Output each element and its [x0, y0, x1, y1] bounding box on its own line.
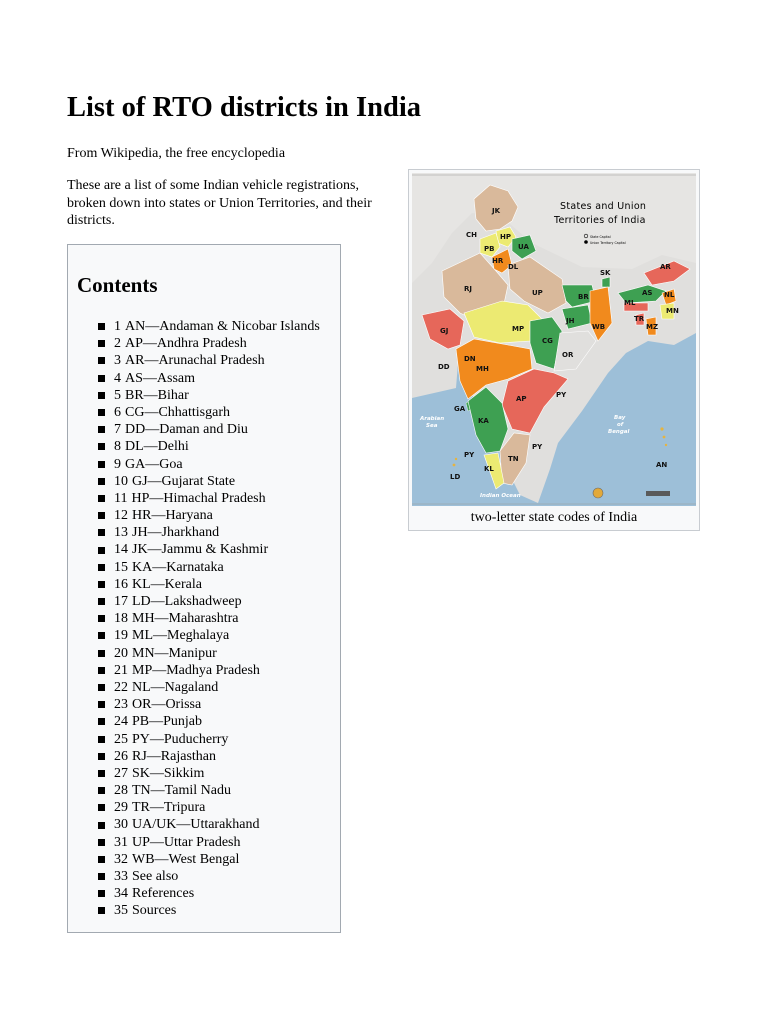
state-code-br: BR: [578, 293, 589, 301]
toc-number: 24: [114, 714, 128, 730]
state-code-mh: MH: [476, 365, 489, 373]
region-an[interactable]: [665, 444, 667, 446]
toc-number: 15: [114, 559, 128, 575]
toc-list: [98, 318, 320, 920]
bullet-icon: [98, 873, 105, 880]
india-states-map[interactable]: [412, 173, 696, 506]
toc-link[interactable]: WB—West Bengal: [132, 851, 240, 867]
region-ld[interactable]: [455, 458, 457, 460]
state-code-dd: DD: [438, 363, 450, 371]
bullet-icon: [98, 340, 105, 347]
toc-number: 8: [114, 439, 121, 455]
state-code-tr: TR: [634, 315, 645, 323]
bullet-icon: [98, 718, 105, 725]
sea-label-arabian-2: Sea: [426, 423, 438, 429]
bullet-icon: [98, 512, 105, 519]
state-code-ml: ML: [624, 299, 636, 307]
bullet-icon: [98, 409, 105, 416]
toc-number: 33: [114, 869, 128, 884]
bullet-icon: [98, 529, 105, 536]
state-code-jk: JK: [492, 207, 501, 215]
bullet-icon: [98, 461, 105, 468]
bullet-icon: [98, 770, 105, 777]
region-sk[interactable]: [602, 277, 610, 287]
toc-item[interactable]: [98, 387, 320, 404]
sea-label-bay-2: of: [617, 422, 624, 428]
toc-link[interactable]: MP—Madhya Pradesh: [132, 662, 260, 678]
toc-item[interactable]: [98, 765, 320, 782]
state-code-mz: MZ: [646, 323, 659, 331]
toc-number: 16: [114, 576, 128, 592]
sea-label-bay-3: Bengal: [608, 429, 630, 435]
toc-link[interactable]: See also: [132, 869, 179, 884]
state-code-ch: CH: [466, 231, 477, 239]
bullet-icon: [98, 822, 105, 829]
state-code-py-2: PY: [532, 443, 543, 451]
toc-item[interactable]: [98, 662, 320, 679]
toc-link[interactable]: HP—Himachal Pradesh: [131, 490, 266, 506]
sea-label-bay-1: Bay: [614, 415, 626, 421]
state-code-dn: DN: [464, 355, 476, 363]
state-code-wb: WB: [592, 323, 606, 331]
state-code-hr: HR: [492, 257, 504, 265]
figure-caption: two-letter state codes of India: [470, 510, 638, 525]
toc-link[interactable]: UA/UK—Uttarakhand: [132, 817, 260, 833]
toc-number: 30: [114, 817, 128, 833]
state-code-pb: PB: [484, 245, 495, 253]
toc-number: 29: [114, 800, 128, 816]
table-of-contents: [67, 244, 341, 933]
toc-link[interactable]: KA—Karnataka: [132, 559, 224, 575]
toc-number: 20: [114, 645, 128, 661]
map-credit-box: [646, 491, 670, 496]
state-code-ka: KA: [478, 417, 489, 425]
toc-item[interactable]: [98, 902, 320, 919]
toc-item[interactable]: [98, 868, 320, 885]
toc-link[interactable]: JK—Jammu & Kashmir: [132, 542, 269, 558]
bullet-icon: [98, 907, 105, 914]
bullet-icon: [98, 357, 105, 364]
toc-link[interactable]: MH—Maharashtra: [132, 611, 239, 627]
toc-number: 32: [114, 851, 128, 867]
bullet-icon: [98, 615, 105, 622]
state-code-mn: MN: [666, 307, 679, 315]
toc-number: 5: [114, 387, 121, 403]
toc-item[interactable]: [98, 541, 320, 558]
toc-item[interactable]: [98, 335, 320, 352]
map-figure: [408, 169, 700, 531]
state-code-nl: NL: [664, 291, 675, 299]
toc-item[interactable]: [98, 318, 320, 335]
toc-number: 11: [114, 490, 128, 506]
toc-link[interactable]: OR—Orissa: [132, 697, 202, 713]
state-code-cg: CG: [542, 337, 553, 345]
toc-number: 12: [114, 508, 128, 524]
toc-number: 4: [114, 370, 121, 386]
region-an[interactable]: [660, 427, 663, 430]
toc-number: 22: [114, 679, 128, 695]
state-code-ga: GA: [454, 405, 466, 413]
toc-item[interactable]: [98, 679, 320, 696]
toc-link[interactable]: RJ—Rajasthan: [132, 748, 216, 764]
state-code-kl: KL: [484, 465, 494, 473]
toc-link[interactable]: UP—Uttar Pradesh: [132, 834, 241, 850]
toc-item[interactable]: [98, 473, 320, 490]
state-code-dl: DL: [508, 263, 519, 271]
toc-item[interactable]: [98, 713, 320, 730]
intro-paragraph: These are a list of some Indian vehicle registrations, broken down into states or Union Territories, and their districts.: [67, 178, 372, 228]
toc-number: 26: [114, 748, 128, 764]
map-title-line2: Territories of India: [554, 215, 646, 226]
legend-ut-capital: Union Territory Capital: [590, 241, 626, 245]
bullet-icon: [98, 650, 105, 657]
state-code-gj: GJ: [440, 327, 449, 335]
toc-link[interactable]: AR—Arunachal Pradesh: [125, 353, 265, 369]
toc-link[interactable]: HR—Haryana: [132, 508, 213, 524]
sea-label-indian-ocean: Indian Ocean: [480, 493, 521, 499]
bullet-icon: [98, 392, 105, 399]
map-title-line1: States and Union: [560, 201, 647, 212]
toc-item[interactable]: [98, 627, 320, 644]
toc-item[interactable]: [98, 576, 320, 593]
toc-link[interactable]: DL—Delhi: [125, 439, 189, 455]
toc-link[interactable]: Sources: [132, 903, 177, 919]
state-code-py-3: PY: [464, 451, 475, 459]
bullet-icon: [98, 375, 105, 382]
state-code-hp: HP: [500, 233, 511, 241]
state-code-as: AS: [642, 289, 653, 297]
toc-number: 21: [114, 662, 128, 678]
toc-item[interactable]: [98, 834, 320, 851]
toc-link[interactable]: SK—Sikkim: [132, 765, 205, 781]
state-code-ld: LD: [450, 473, 461, 481]
site-tagline: From Wikipedia, the free encyclopedia: [67, 146, 286, 161]
toc-link[interactable]: GA—Goa: [125, 456, 183, 472]
toc-number: 23: [114, 697, 128, 713]
bullet-icon: [98, 804, 105, 811]
state-code-rj: RJ: [464, 285, 472, 293]
bullet-icon: [98, 323, 105, 330]
toc-number: 27: [114, 765, 128, 781]
state-code-tn: TN: [508, 455, 519, 463]
toc-link[interactable]: AS—Assam: [125, 370, 196, 386]
state-code-py-1: PY: [556, 391, 567, 399]
toc-title: Contents: [77, 273, 158, 297]
toc-link[interactable]: DD—Daman and Diu: [125, 422, 248, 438]
toc-item[interactable]: [98, 799, 320, 816]
toc-item[interactable]: [98, 404, 320, 421]
toc-link[interactable]: AN—Andaman & Nicobar Islands: [125, 319, 320, 334]
toc-number: 31: [114, 834, 128, 850]
toc-link[interactable]: GJ—Gujarat State: [132, 473, 236, 489]
toc-item[interactable]: [98, 559, 320, 576]
toc-number: 25: [114, 731, 128, 747]
sea-label-arabian-1: Arabian: [420, 416, 445, 422]
toc-item[interactable]: [98, 421, 320, 438]
state-code-ua: UA: [518, 243, 529, 251]
state-code-jh: JH: [566, 317, 575, 325]
bullet-icon: [98, 478, 105, 485]
bullet-icon: [98, 426, 105, 433]
toc-number: 10: [114, 473, 128, 489]
toc-item[interactable]: [98, 851, 320, 868]
toc-item[interactable]: [98, 438, 320, 455]
toc-link[interactable]: AP—Andhra Pradesh: [125, 336, 247, 352]
toc-item[interactable]: [98, 748, 320, 765]
toc-item[interactable]: [98, 816, 320, 833]
bullet-icon: [98, 839, 105, 846]
state-code-ar: AR: [660, 263, 671, 271]
bullet-icon: [98, 443, 105, 450]
page-title: List of RTO districts in India: [67, 92, 421, 123]
bullet-icon: [98, 547, 105, 554]
bullet-icon: [98, 598, 105, 605]
toc-number: 2: [114, 336, 121, 352]
toc-number: 3: [114, 353, 121, 369]
toc-link[interactable]: NL—Nagaland: [132, 679, 219, 695]
toc-item[interactable]: [98, 507, 320, 524]
region-ld[interactable]: [453, 464, 456, 467]
toc-link[interactable]: KL—Kerala: [132, 576, 202, 592]
state-code-an: AN: [656, 461, 668, 469]
bullet-icon: [98, 564, 105, 571]
toc-link[interactable]: TR—Tripura: [132, 800, 206, 816]
state-code-mp: MP: [512, 325, 525, 333]
toc-link[interactable]: MN—Manipur: [132, 645, 217, 661]
toc-number: 19: [114, 628, 128, 644]
bullet-icon: [98, 890, 105, 897]
toc-item[interactable]: [98, 645, 320, 662]
toc-item[interactable]: [98, 782, 320, 799]
bullet-icon: [98, 787, 105, 794]
toc-link[interactable]: PB—Punjab: [132, 714, 203, 730]
bullet-icon: [98, 581, 105, 588]
toc-number: 18: [114, 611, 128, 627]
toc-item[interactable]: [98, 352, 320, 369]
bullet-icon: [98, 856, 105, 863]
toc-number: 7: [114, 422, 121, 438]
map-logo-icon: [593, 488, 603, 498]
toc-number: 6: [114, 404, 121, 420]
toc-link[interactable]: ML—Meghalaya: [132, 628, 230, 644]
bullet-icon: [98, 667, 105, 674]
legend-state-capital: State Capital: [590, 235, 611, 239]
toc-number: 17: [114, 594, 128, 609]
toc-item[interactable]: [98, 696, 320, 713]
bullet-icon: [98, 736, 105, 743]
toc-link[interactable]: LD—Lakshadweep: [132, 594, 242, 609]
toc-link[interactable]: CG—Chhattisgarh: [125, 404, 230, 420]
bullet-icon: [98, 684, 105, 691]
toc-item[interactable]: [98, 524, 320, 541]
toc-item[interactable]: [98, 610, 320, 627]
toc-item[interactable]: [98, 593, 320, 610]
toc-link[interactable]: JH—Jharkhand: [132, 525, 220, 541]
toc-link[interactable]: TN—Tamil Nadu: [132, 783, 231, 799]
toc-item[interactable]: [98, 456, 320, 473]
toc-item[interactable]: [98, 370, 320, 387]
toc-number: 9: [114, 456, 121, 472]
bullet-icon: [98, 701, 105, 708]
region-an[interactable]: [663, 436, 666, 439]
bullet-icon: [98, 632, 105, 639]
state-code-ap: AP: [516, 395, 527, 403]
toc-item[interactable]: [98, 731, 320, 748]
toc-link[interactable]: PY—Puducherry: [132, 731, 229, 747]
legend-ut-capital-icon: [584, 240, 588, 244]
state-code-or: OR: [562, 351, 574, 359]
toc-link[interactable]: References: [132, 886, 195, 902]
state-code-sk: SK: [600, 269, 611, 277]
toc-number: 34: [114, 886, 128, 902]
toc-number: 14: [114, 542, 128, 558]
toc-number: 1: [114, 319, 121, 334]
toc-link[interactable]: BR—Bihar: [125, 387, 189, 403]
bullet-icon: [98, 495, 105, 502]
state-code-up: UP: [532, 289, 543, 297]
bullet-icon: [98, 753, 105, 760]
toc-number: 35: [114, 903, 128, 919]
toc-number: 13: [114, 525, 128, 541]
toc-item[interactable]: [98, 885, 320, 902]
toc-number: 28: [114, 783, 128, 799]
toc-item[interactable]: [98, 490, 320, 507]
